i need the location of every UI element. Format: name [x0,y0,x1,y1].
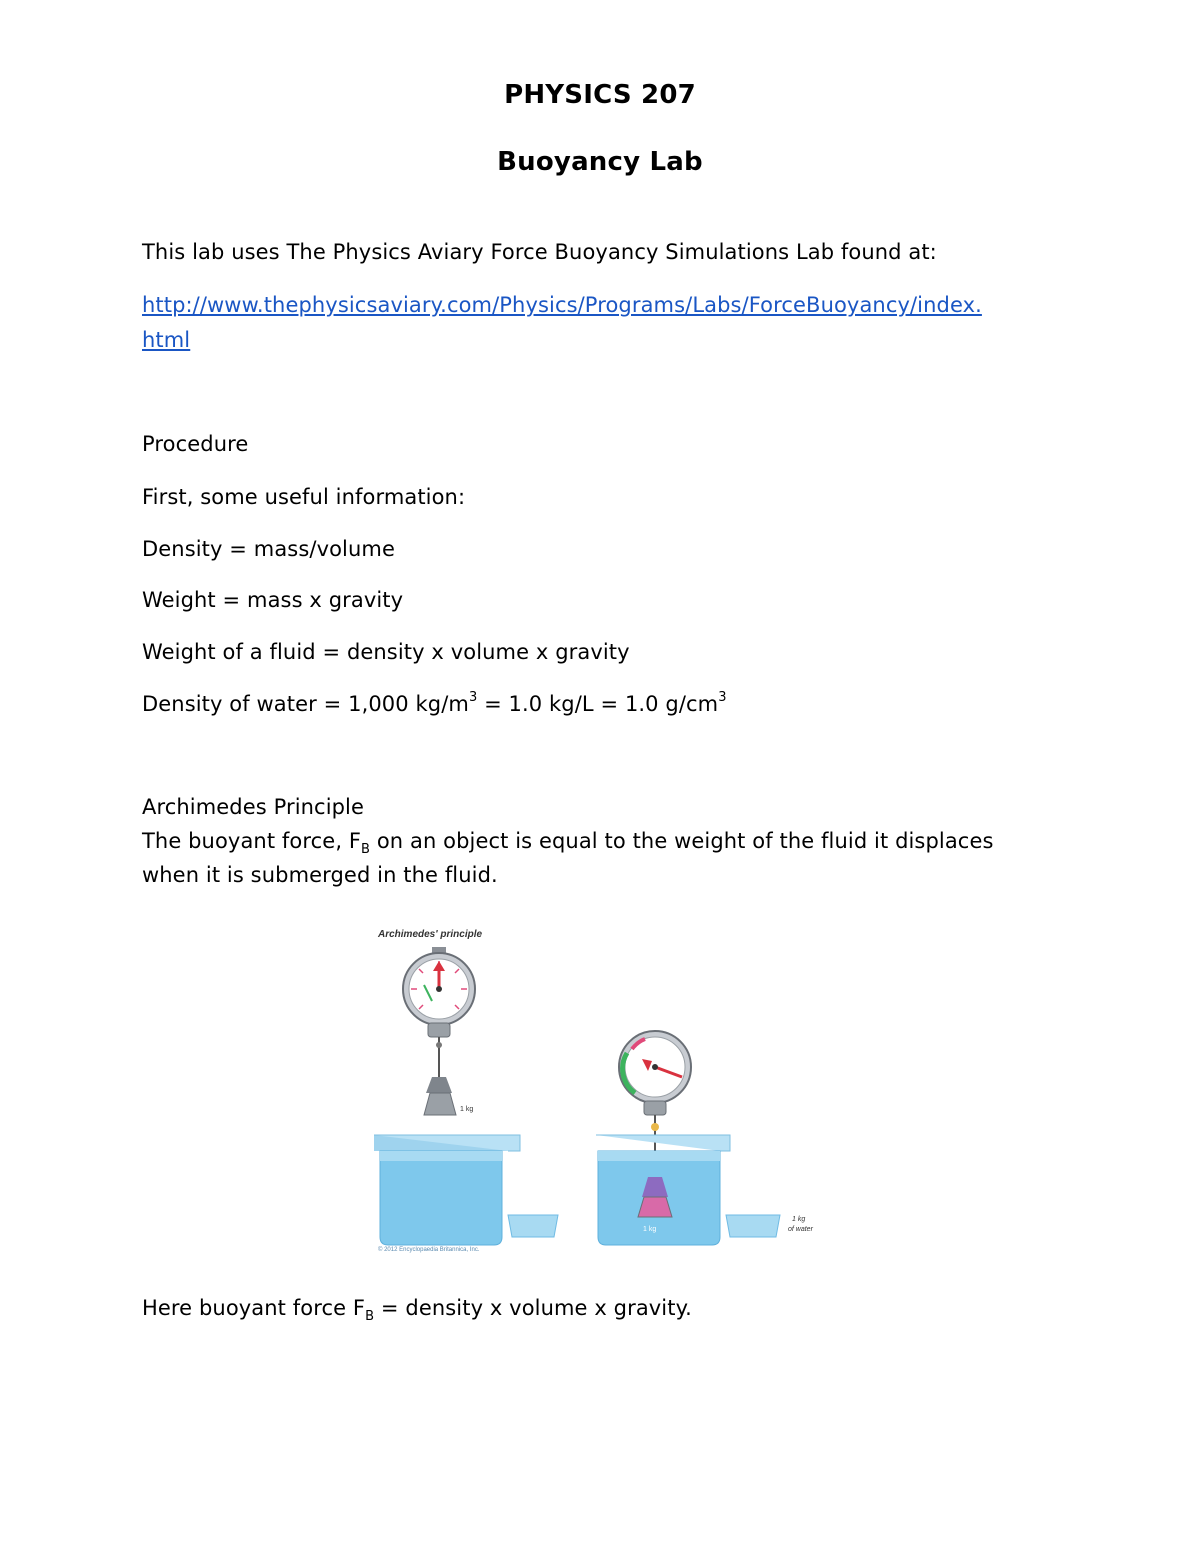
water-density-prefix: Density of water = 1,000 kg/m [142,692,469,716]
procedure-heading: Procedure [142,432,249,456]
displaced-water-label-2: of water [788,1226,813,1233]
intro-text: This lab uses The Physics Aviary Force Buoyancy Simulations Lab found at: [142,240,937,264]
figure-copyright: © 2012 Encyclopaedia Britannica, Inc. [378,1247,480,1253]
superscript-3: 3 [468,690,478,705]
submerged-weight-label: 1 kg [643,1226,657,1233]
formula-weight: Weight = mass x gravity [142,588,404,612]
left-tank [374,1135,558,1245]
simulation-link-line-2[interactable]: html [142,328,191,352]
procedure-lead: First, some useful information: [142,485,466,509]
formula-density: Density = mass/volume [142,537,395,561]
left-weight-label: 1 kg [460,1106,474,1113]
archimedes-line-1-prefix: The buoyant force, F [142,829,362,853]
water-density-line [142,692,727,716]
closing-prefix: Here buoyant force F [142,1296,366,1320]
right-tank [596,1135,814,1245]
archimedes-figure [360,915,840,1260]
simulation-link-line-1[interactable]: http://www.thephysicsaviary.com/Physics/Programs/Labs/ForceBuoyancy/index. [142,293,982,317]
figure-caption: Archimedes' principle [378,929,483,940]
lab-title: Buoyancy Lab [497,147,703,177]
archimedes-line-1-suffix: on an object is equal to the weight of the fluid it displaces [370,829,994,853]
archimedes-heading: Archimedes Principle [142,795,365,819]
subscript-b: B [361,842,371,858]
left-spring-scale [403,947,475,1115]
archimedes-line-1 [142,829,994,858]
closing-suffix: = density x volume x gravity. [374,1296,692,1320]
subscript-b: B [365,1309,375,1325]
water-density-middle: = 1.0 kg/L = 1.0 g/cm [477,692,719,716]
archimedes-illustration [360,915,840,1260]
formula-fluid-weight: Weight of a fluid = density x volume x gravity [142,640,630,664]
course-title: PHYSICS 207 [504,80,696,110]
superscript-3: 3 [718,690,727,705]
closing-line [142,1296,692,1325]
displaced-water-label-1: 1 kg [792,1216,806,1223]
archimedes-line-2: when it is submerged in the fluid. [142,863,498,887]
